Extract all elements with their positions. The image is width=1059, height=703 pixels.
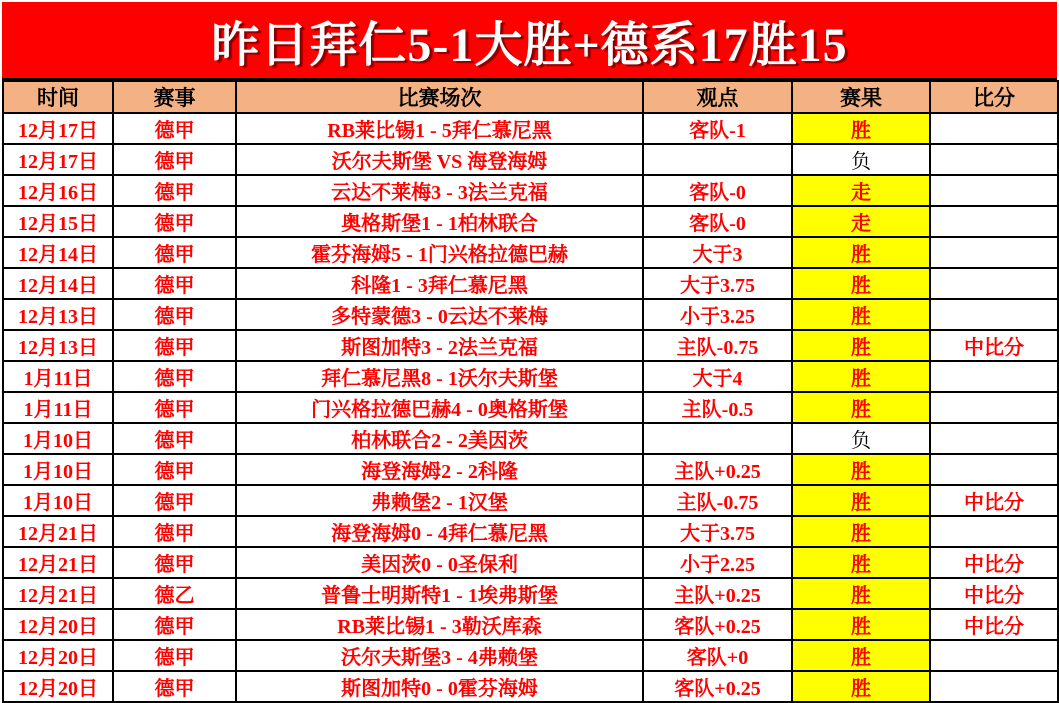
cell-view: 客队+0 [643, 640, 792, 671]
cell-score-note [930, 175, 1058, 206]
col-header-league: 赛事 [113, 81, 236, 113]
cell-view: 小于2.25 [643, 547, 792, 578]
cell-view: 大于3.75 [643, 516, 792, 547]
table-row [3, 113, 1058, 144]
cell-match: 斯图加特3 - 2法兰克福 [236, 330, 643, 361]
cell-date: 12月13日 [3, 299, 113, 330]
cell-view: 客队-0 [643, 206, 792, 237]
cell-match: 弗赖堡2 - 1汉堡 [236, 485, 643, 516]
cell-match: 海登海姆0 - 4拜仁慕尼黑 [236, 516, 643, 547]
cell-date: 12月17日 [3, 113, 113, 144]
cell-date: 12月21日 [3, 516, 113, 547]
cell-score-note: 中比分 [930, 330, 1058, 361]
results-table [2, 80, 1059, 703]
cell-view: 大于3.75 [643, 268, 792, 299]
cell-match: 奥格斯堡1 - 1柏林联合 [236, 206, 643, 237]
table-row [3, 144, 1058, 175]
cell-result: 胜 [792, 609, 930, 640]
cell-result: 走 [792, 206, 930, 237]
cell-date: 12月21日 [3, 547, 113, 578]
table-row [3, 547, 1058, 578]
cell-match: 沃尔夫斯堡 VS 海登海姆 [236, 144, 643, 175]
cell-date: 1月10日 [3, 423, 113, 454]
cell-view: 客队+0.25 [643, 671, 792, 702]
col-header-score: 比分 [930, 81, 1058, 113]
cell-view: 主队-0.75 [643, 485, 792, 516]
cell-match: 海登海姆2 - 2科隆 [236, 454, 643, 485]
table-row [3, 299, 1058, 330]
cell-league: 德甲 [113, 454, 236, 485]
table-row [3, 485, 1058, 516]
cell-league: 德甲 [113, 671, 236, 702]
cell-result: 胜 [792, 268, 930, 299]
table-row [3, 330, 1058, 361]
cell-league: 德甲 [113, 175, 236, 206]
cell-score-note: 中比分 [930, 547, 1058, 578]
cell-score-note [930, 361, 1058, 392]
cell-result: 胜 [792, 516, 930, 547]
cell-league: 德甲 [113, 423, 236, 454]
cell-score-note [930, 454, 1058, 485]
cell-score-note [930, 671, 1058, 702]
cell-view: 客队-0 [643, 175, 792, 206]
headline-banner [2, 2, 1057, 80]
cell-league: 德甲 [113, 516, 236, 547]
cell-view: 大于3 [643, 237, 792, 268]
cell-date: 12月20日 [3, 671, 113, 702]
cell-result: 胜 [792, 547, 930, 578]
cell-result: 胜 [792, 640, 930, 671]
cell-result: 胜 [792, 330, 930, 361]
cell-match: 霍芬海姆5 - 1门兴格拉德巴赫 [236, 237, 643, 268]
cell-result: 负 [792, 423, 930, 454]
col-header-match: 比赛场次 [236, 81, 643, 113]
cell-result: 胜 [792, 237, 930, 268]
table-row [3, 206, 1058, 237]
header-row [3, 81, 1058, 113]
cell-match: RB莱比锡1 - 5拜仁慕尼黑 [236, 113, 643, 144]
cell-league: 德甲 [113, 237, 236, 268]
cell-match: RB莱比锡1 - 3勒沃库森 [236, 609, 643, 640]
cell-score-note: 中比分 [930, 485, 1058, 516]
table-row [3, 609, 1058, 640]
cell-view: 主队-0.75 [643, 330, 792, 361]
cell-league: 德甲 [113, 547, 236, 578]
table-row [3, 361, 1058, 392]
cell-match: 普鲁士明斯特1 - 1埃弗斯堡 [236, 578, 643, 609]
cell-league: 德甲 [113, 609, 236, 640]
cell-date: 12月17日 [3, 144, 113, 175]
headline-title: 昨日拜仁5-1大胜+德系17胜15 [211, 18, 848, 72]
cell-score-note [930, 640, 1058, 671]
cell-score-note [930, 299, 1058, 330]
cell-score-note [930, 144, 1058, 175]
cell-match: 科隆1 - 3拜仁慕尼黑 [236, 268, 643, 299]
table-row [3, 237, 1058, 268]
cell-match: 沃尔夫斯堡3 - 4弗赖堡 [236, 640, 643, 671]
cell-result: 走 [792, 175, 930, 206]
cell-result: 胜 [792, 113, 930, 144]
cell-date: 12月16日 [3, 175, 113, 206]
cell-league: 德甲 [113, 330, 236, 361]
table-row [3, 392, 1058, 423]
cell-score-note [930, 237, 1058, 268]
cell-date: 1月10日 [3, 454, 113, 485]
table-row [3, 268, 1058, 299]
cell-view: 主队-0.5 [643, 392, 792, 423]
table-row [3, 454, 1058, 485]
cell-view: 客队+0.25 [643, 609, 792, 640]
cell-match: 美因茨0 - 0圣保利 [236, 547, 643, 578]
cell-match: 柏林联合2 - 2美因茨 [236, 423, 643, 454]
cell-match: 多特蒙德3 - 0云达不莱梅 [236, 299, 643, 330]
table-row [3, 423, 1058, 454]
table-row [3, 578, 1058, 609]
cell-view [643, 423, 792, 454]
cell-date: 12月14日 [3, 268, 113, 299]
cell-view: 主队+0.25 [643, 454, 792, 485]
cell-score-note [930, 113, 1058, 144]
cell-result: 胜 [792, 392, 930, 423]
cell-date: 1月11日 [3, 361, 113, 392]
cell-date: 12月15日 [3, 206, 113, 237]
cell-league: 德甲 [113, 392, 236, 423]
cell-view: 客队-1 [643, 113, 792, 144]
cell-league: 德甲 [113, 361, 236, 392]
cell-league: 德甲 [113, 268, 236, 299]
cell-date: 12月21日 [3, 578, 113, 609]
col-header-view: 观点 [643, 81, 792, 113]
cell-result: 胜 [792, 671, 930, 702]
cell-view: 主队+0.25 [643, 578, 792, 609]
cell-result: 胜 [792, 454, 930, 485]
cell-score-note: 中比分 [930, 609, 1058, 640]
cell-date: 12月14日 [3, 237, 113, 268]
cell-score-note [930, 206, 1058, 237]
cell-league: 德甲 [113, 144, 236, 175]
cell-date: 1月11日 [3, 392, 113, 423]
col-header-time: 时间 [3, 81, 113, 113]
table-row [3, 175, 1058, 206]
cell-league: 德乙 [113, 578, 236, 609]
table-row [3, 516, 1058, 547]
cell-match: 拜仁慕尼黑8 - 1沃尔夫斯堡 [236, 361, 643, 392]
cell-league: 德甲 [113, 299, 236, 330]
cell-league: 德甲 [113, 113, 236, 144]
cell-score-note [930, 423, 1058, 454]
cell-result: 胜 [792, 485, 930, 516]
cell-league: 德甲 [113, 640, 236, 671]
cell-view [643, 144, 792, 175]
cell-date: 1月10日 [3, 485, 113, 516]
cell-date: 12月20日 [3, 640, 113, 671]
cell-view: 小于3.25 [643, 299, 792, 330]
cell-date: 12月20日 [3, 609, 113, 640]
table-row [3, 671, 1058, 702]
cell-view: 大于4 [643, 361, 792, 392]
col-header-result: 赛果 [792, 81, 930, 113]
cell-score-note: 中比分 [930, 578, 1058, 609]
table-body [3, 113, 1058, 702]
cell-score-note [930, 516, 1058, 547]
cell-score-note [930, 268, 1058, 299]
cell-match: 门兴格拉德巴赫4 - 0奥格斯堡 [236, 392, 643, 423]
cell-league: 德甲 [113, 206, 236, 237]
cell-match: 云达不莱梅3 - 3法兰克福 [236, 175, 643, 206]
cell-match: 斯图加特0 - 0霍芬海姆 [236, 671, 643, 702]
cell-score-note [930, 392, 1058, 423]
cell-result: 胜 [792, 361, 930, 392]
cell-result: 负 [792, 144, 930, 175]
cell-result: 胜 [792, 578, 930, 609]
cell-date: 12月13日 [3, 330, 113, 361]
cell-result: 胜 [792, 299, 930, 330]
cell-league: 德甲 [113, 485, 236, 516]
table-row [3, 640, 1058, 671]
